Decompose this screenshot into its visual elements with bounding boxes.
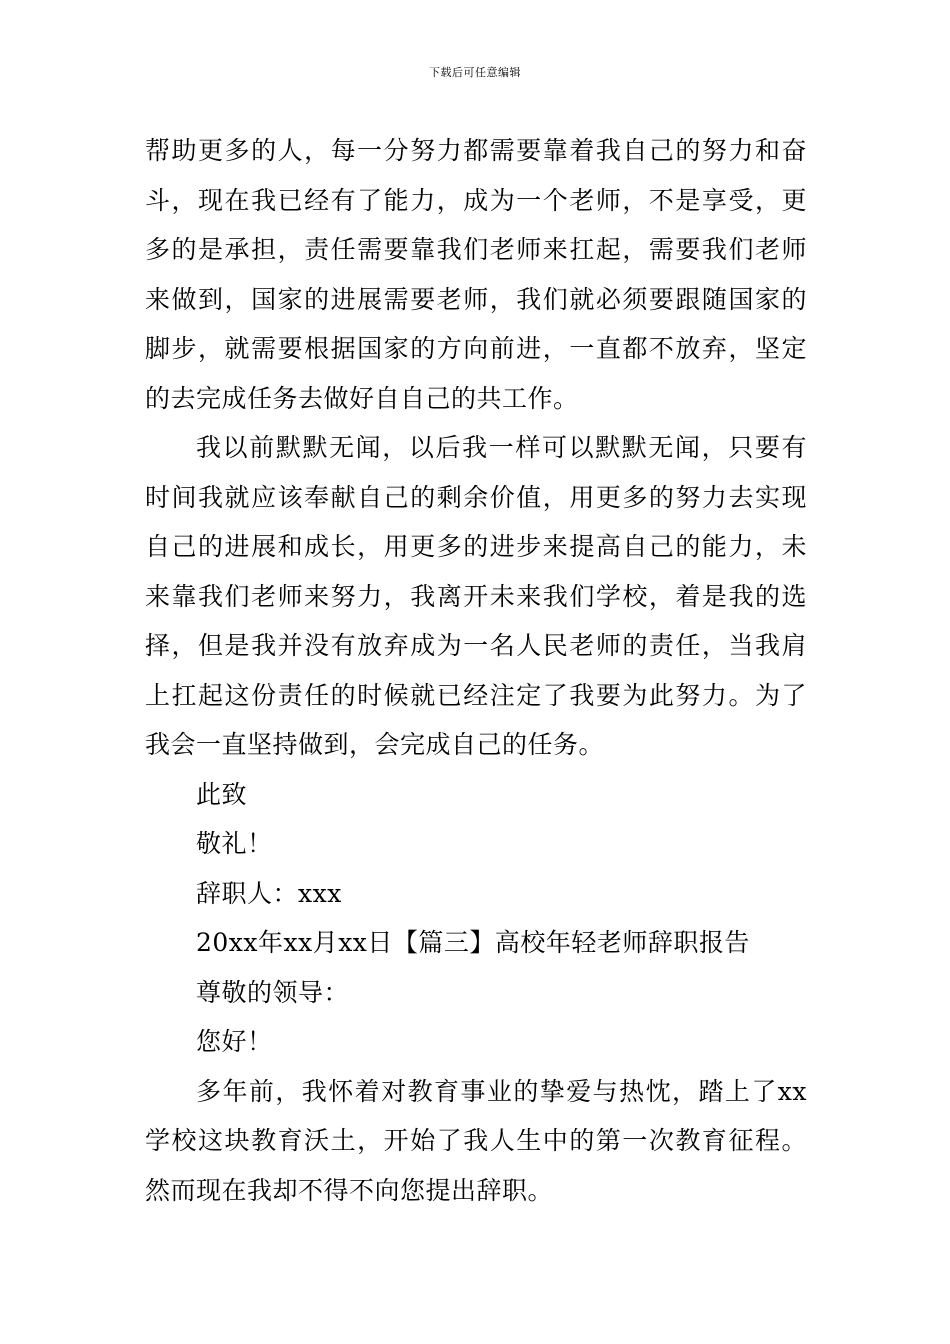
page-header: 下载后可任意编辑 [429,66,521,79]
signature-line: 辞职人：xxx [196,878,342,908]
closing-salutation: 此致 [196,779,248,809]
paragraph-continuation: 帮助更多的人，每一分努力都需要靠着我自己的努力和奋斗，现在我已经有了能力，成为一个老师，不是享受，更多的是承担，责任需要靠我们老师来扛起，需要我们老师来做到，国家的进展需要老师，我们就必须要跟随国家的脚步，就需要根据国家的方向前进，一直都不放弃，坚定的去完成任务去做好自自己的共工作。 [145,136,807,413]
paragraph-body: 我以前默默无闻，以后我一样可以默默无闻，只要有时间我就应该奉献自己的剩余价值，用更多的努力去实现自己的进展和成长，用更多的进步来提高自己的能力，未来靠我们老师来努力，我离开未来我们学校，着是我的选择，但是我并没有放弃成为一名人民老师的责任，当我肩上扛起这份责任的时候就已经注定了我要为此努力。为了我会一直坚持做到，会完成自己的任务。 [145,433,807,759]
closing-regards: 敬礼！ [196,829,273,858]
date-and-section-title: 20xx年xx月xx日【篇三】高校年轻老师辞职报告 [196,928,750,957]
greeting: 您好！ [196,1027,273,1056]
document-body [145,126,807,1215]
greeting-addressee: 尊敬的领导： [196,977,350,1007]
paragraph-body: 多年前，我怀着对教育事业的挚爱与热忱，踏上了xx学校这块教育沃土，开始了我人生中的第一次教育征程。然而现在我却不得不向您提出辞职。 [145,1076,807,1205]
